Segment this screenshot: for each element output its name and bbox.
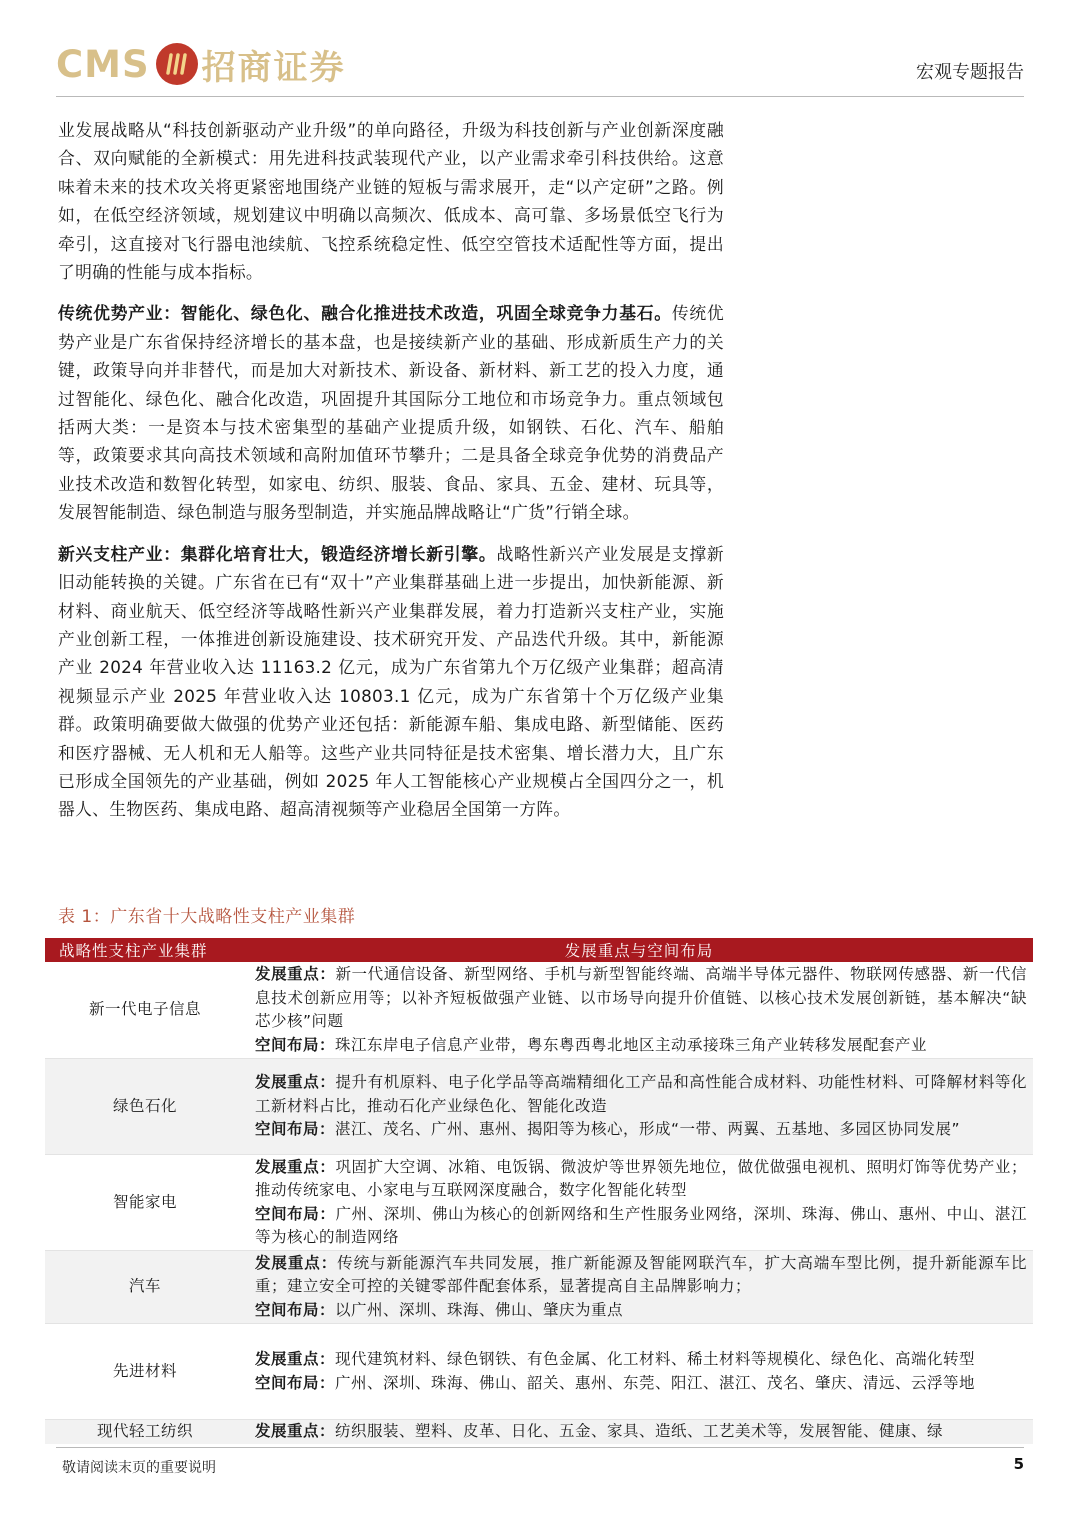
- cluster-name: 智能家电: [45, 1155, 245, 1251]
- cluster-name: 先进材料: [45, 1324, 245, 1420]
- cluster-detail: [245, 1251, 1033, 1324]
- cms-logo: [56, 42, 346, 86]
- paragraph-3: [58, 540, 724, 824]
- paragraph-2-text: 传统优势产业是广东省保持经济增长的基本盘，也是接续新产业的基础、形成新质生产力的关键，政策导向并非替代，而是加大对新技术、新设备、新材料、新工艺的投入力度，通过智能化、绿色化、融合化改造，巩固提升其国际分工地位和市场竞争力。重点领域包括两大类：一是资本与技术密集型的基础产业提质升级，如钢铁、石化、汽车、船舶等，政策要求其向高技术领域和高附加值环节攀升；二是具备全球竞争优势的消费品产业技术改造和数智化转型，如家电、纺织、服装、食品、家具、五金、建材、玩具等，发展智能制造、绿色制造与服务型制造，并实施品牌战略让“广货”行销全球。: [58, 303, 724, 523]
- focus-text: 新一代通信设备、新型网络、手机与新型智能终端、高端半导体元器件、物联网传感器、新一代信息技术创新应用等；以补齐短板做强产业链、以市场导向提升价值链、以核心技术发展创新链，基本解决“缺芯少核”问题: [255, 965, 1027, 1030]
- table-row: [45, 1420, 1033, 1445]
- table-row: [45, 1251, 1033, 1324]
- column-header-cluster: 战略性支柱产业集群: [45, 938, 245, 962]
- paragraph-1: [58, 116, 724, 286]
- focus-label: 发展重点：: [255, 1422, 336, 1441]
- layout-label: 空间布局：: [255, 1035, 336, 1054]
- focus-label: 发展重点：: [255, 1350, 336, 1368]
- cluster-name: 汽车: [45, 1251, 245, 1324]
- body-text: [58, 116, 724, 837]
- cluster-name: 新一代电子信息: [45, 962, 245, 1059]
- layout-text: 湛江、茂名、广州、惠州、揭阳等为核心，形成“一带、两翼、五基地、多园区协同发展”: [335, 1120, 961, 1139]
- cluster-name: 现代轻工纺织: [45, 1420, 245, 1445]
- table-row: [45, 962, 1033, 1059]
- focus-label: 发展重点：: [255, 1157, 336, 1176]
- focus-text: 巩固扩大空调、冰箱、电饭锅、微波炉等世界领先地位，做优做强电视机、照明灯饰等优势产业；推动传统家电、小家电与互联网深度融合，数字化智能化转型: [255, 1157, 1027, 1199]
- table-header-row: [45, 938, 1033, 962]
- paragraph-3-heading: 新兴支柱产业：集群化培育壮大，锻造经济增长新引擎。: [58, 543, 497, 564]
- table-row: [45, 1324, 1033, 1420]
- cluster-detail: [245, 1324, 1033, 1420]
- focus-label: 发展重点：: [255, 1073, 336, 1092]
- paragraph-1-text: 业发展战略从“科技创新驱动产业升级”的单向路径，升级为科技创新与产业创新深度融合、双向赋能的全新模式：用先进科技武装现代产业，以产业需求牵引科技供给。这意味着未来的技术攻关将更紧密地围绕产业链的短板与需求展开，走“以产定研”之路。例如，在低空经济领域，规划建议中明确以高频次、低成本、高可靠、多场景低空飞行为牵引，这直接对飞行器电池续航、飞控系统稳定性、低空空管技术适配性等方面，提出了明确的性能与成本指标。: [58, 120, 724, 283]
- paragraph-3-text: 战略性新兴产业发展是支撑新旧动能转换的关键。广东省在已有“双十”产业集群基础上进一步提出，加快新能源、新材料、商业航天、低空经济等战略性新兴产业集群发展，着力打造新兴支柱产业，实施产业创新工程，一体推进创新设施建设、技术研究开发、产品迭代升级。其中，新能源产业 2024 年营业收入达 11163.2 亿元，成为广东省第九个万亿级产业集群；超高清视频显示产业 2025 年营业收入达 10803.1 亿元，成为广东省第十个万亿级产业集群。政策明确要做大做强的优势产业还包括：新能源车船、集成电路、新型储能、医药和医疗器械、无人机和无人船等。这些产业共同特征是技术密集、增长潜力大，且广东已形成全国领先的产业基础，例如 2025 年人工智能核心产业规模占全国四分之一，机器人、生物医药、集成电路、超高清视频等产业稳居全国第一方阵。: [58, 543, 724, 820]
- logo-chinese-name: 招商证券: [201, 47, 346, 88]
- table-row: [45, 1155, 1033, 1251]
- paragraph-2-heading: 传统优势产业：智能化、绿色化、融合化推进技术改造，巩固全球竞争力基石。: [58, 303, 672, 324]
- layout-label: 空间布局：: [255, 1373, 336, 1392]
- layout-text: 广州、深圳、佛山为核心的创新网络和生产性服务业网络，深圳、珠海、佛山、惠州、中山、湛江等为核心的制造网络: [255, 1204, 1027, 1246]
- focus-text: 传统与新能源汽车共同发展，推广新能源及智能网联汽车，扩大高端车型比例，提升新能源车比重；建立安全可控的关键零部件配套体系，显著提高自主品牌影响力；: [255, 1253, 1027, 1296]
- layout-text: 以广州、深圳、珠海、佛山、肇庆为重点: [335, 1300, 624, 1319]
- cluster-detail: [245, 1420, 1033, 1445]
- cluster-name: 绿色石化: [45, 1059, 245, 1155]
- cluster-detail: [245, 1155, 1033, 1251]
- layout-label: 空间布局：: [255, 1300, 336, 1319]
- cluster-detail: [245, 1059, 1033, 1155]
- page-number: 5: [1013, 1455, 1024, 1473]
- logo-emblem-icon: [156, 43, 198, 85]
- logo-text: CMS: [56, 42, 150, 86]
- focus-text: 现代建筑材料、绿色钢铁、有色金属、化工材料、稀土材料等规模化、绿色化、高端化转型: [335, 1350, 976, 1368]
- table-row: [45, 1059, 1033, 1155]
- focus-label: 发展重点：: [255, 965, 336, 983]
- footer-divider: [56, 1447, 1024, 1448]
- footer-disclaimer: 敬请阅读末页的重要说明: [62, 1460, 216, 1476]
- focus-text: 提升有机原料、电子化学品等高端精细化工产品和高性能合成材料、功能性材料、可降解材料等化工新材料占比，推动石化产业绿色化、智能化改造: [255, 1073, 1027, 1115]
- layout-label: 空间布局：: [255, 1204, 336, 1223]
- table-title: 表 1：广东省十大战略性支柱产业集群: [58, 907, 356, 927]
- layout-text: 珠江东岸电子信息产业带，粤东粤西粤北地区主动承接珠三角产业转移发展配套产业: [335, 1035, 928, 1054]
- layout-label: 空间布局：: [255, 1120, 336, 1139]
- column-header-focus: 发展重点与空间布局: [245, 938, 1033, 962]
- paragraph-2: [58, 299, 724, 526]
- focus-text: 纺织服装、塑料、皮革、日化、五金、家具、造纸、工艺美术等，发展智能、健康、绿: [335, 1422, 944, 1441]
- cluster-detail: [245, 962, 1033, 1059]
- report-type: 宏观专题报告: [916, 62, 1024, 83]
- page-header: [56, 40, 1024, 96]
- industry-cluster-table: [45, 938, 1033, 1444]
- layout-text: 广州、深圳、珠海、佛山、韶关、惠州、东莞、阳江、湛江、茂名、肇庆、清远、云浮等地: [335, 1373, 976, 1392]
- focus-label: 发展重点：: [255, 1253, 338, 1272]
- header-divider: [56, 96, 1024, 97]
